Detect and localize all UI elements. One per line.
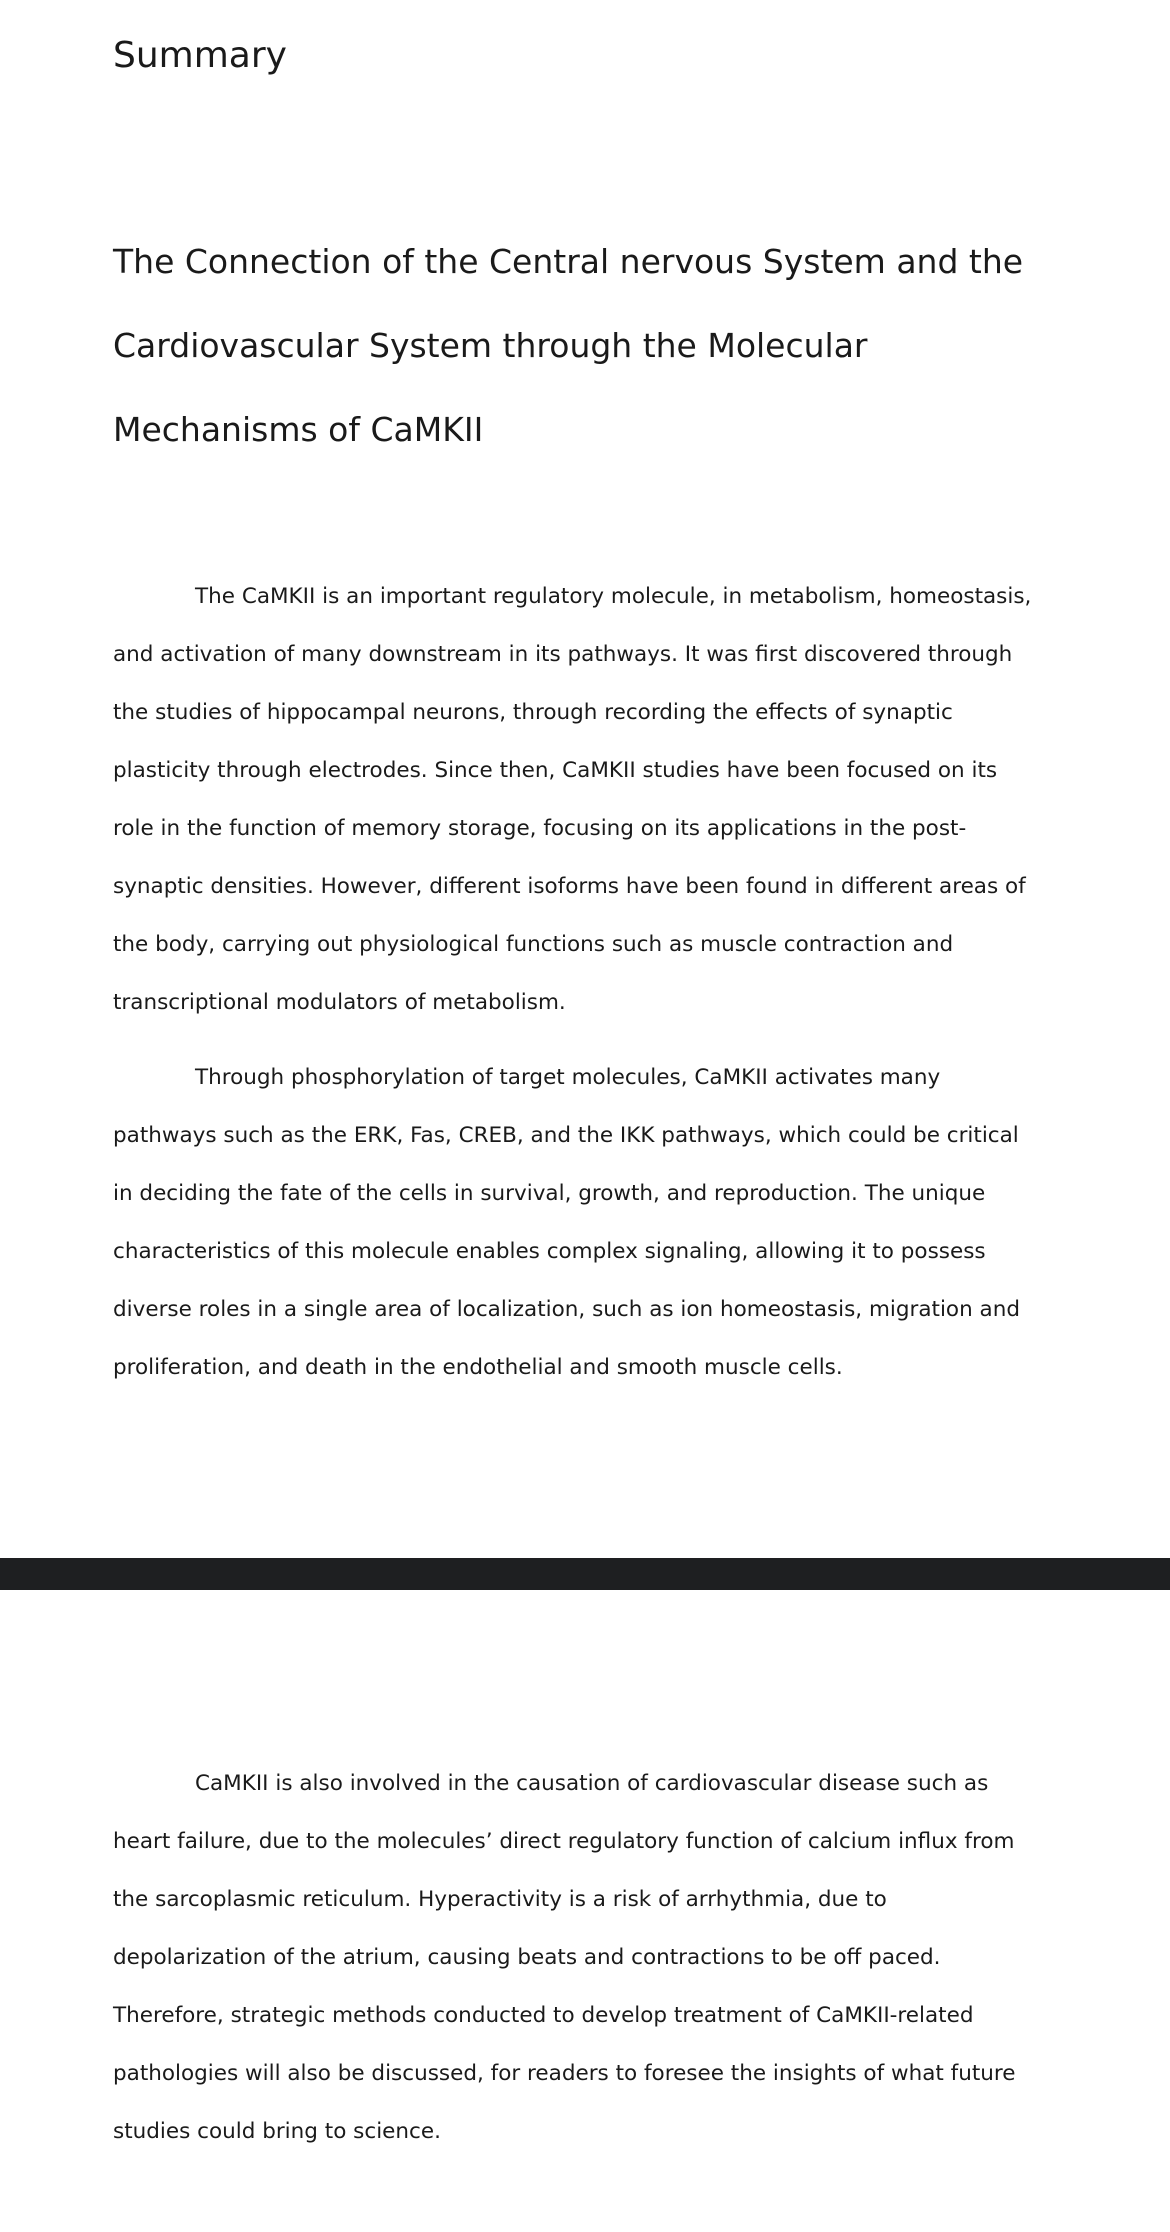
body-paragraph-2: Through phosphorylation of target molecules, CaMKII activates many pathways such as the ERK, Fas, CREB, and the IKK pathways, which could be critical in deciding the fate of the cells in survival, growth, and reproduction. The unique characteristics of this molecule enables complex signaling, allowing it to possess diverse roles in a single area of localization, such as ion homeostasis, migration and proliferation, and death in the endothelial and smooth muscle cells. xyxy=(113,1065,1020,1380)
section-heading: Summary xyxy=(113,35,287,76)
page-separator xyxy=(0,1558,1170,1590)
body-paragraph-3: CaMKII is also involved in the causation of cardiovascular disease such as heart failure, due to the molecules’ direct regulatory function of calcium influx from the sarcoplasmic reticulum. Hyperactivity is a risk of arrhythmia, due to depolarization of the atrium, causing beats and contractions to be off paced. Therefore, strategic methods conducted to develop treatment of CaMKII-related pathologies will also be discussed, for readers to foresee the insights of what future studies could bring to science. xyxy=(113,1771,1016,2144)
body-paragraph-1: The CaMKII is an important regulatory molecule, in metabolism, homeostasis, and activation of many downstream in its pathways. It was first discovered through the studies of hippocampal neurons, through recording the effects of synaptic plasticity through electrodes. Since then, CaMKII studies have been focused on its role in the function of memory storage, focusing on its applications in the post-synaptic densities. However, different isoforms have been found in different areas of the body, carrying out physiological functions such as muscle contraction and transcriptional modulators of metabolism. xyxy=(113,584,1032,1015)
document-title: The Connection of the Central nervous System and the Cardiovascular System through the Molecular Mechanisms of CaMKII xyxy=(113,242,1024,449)
